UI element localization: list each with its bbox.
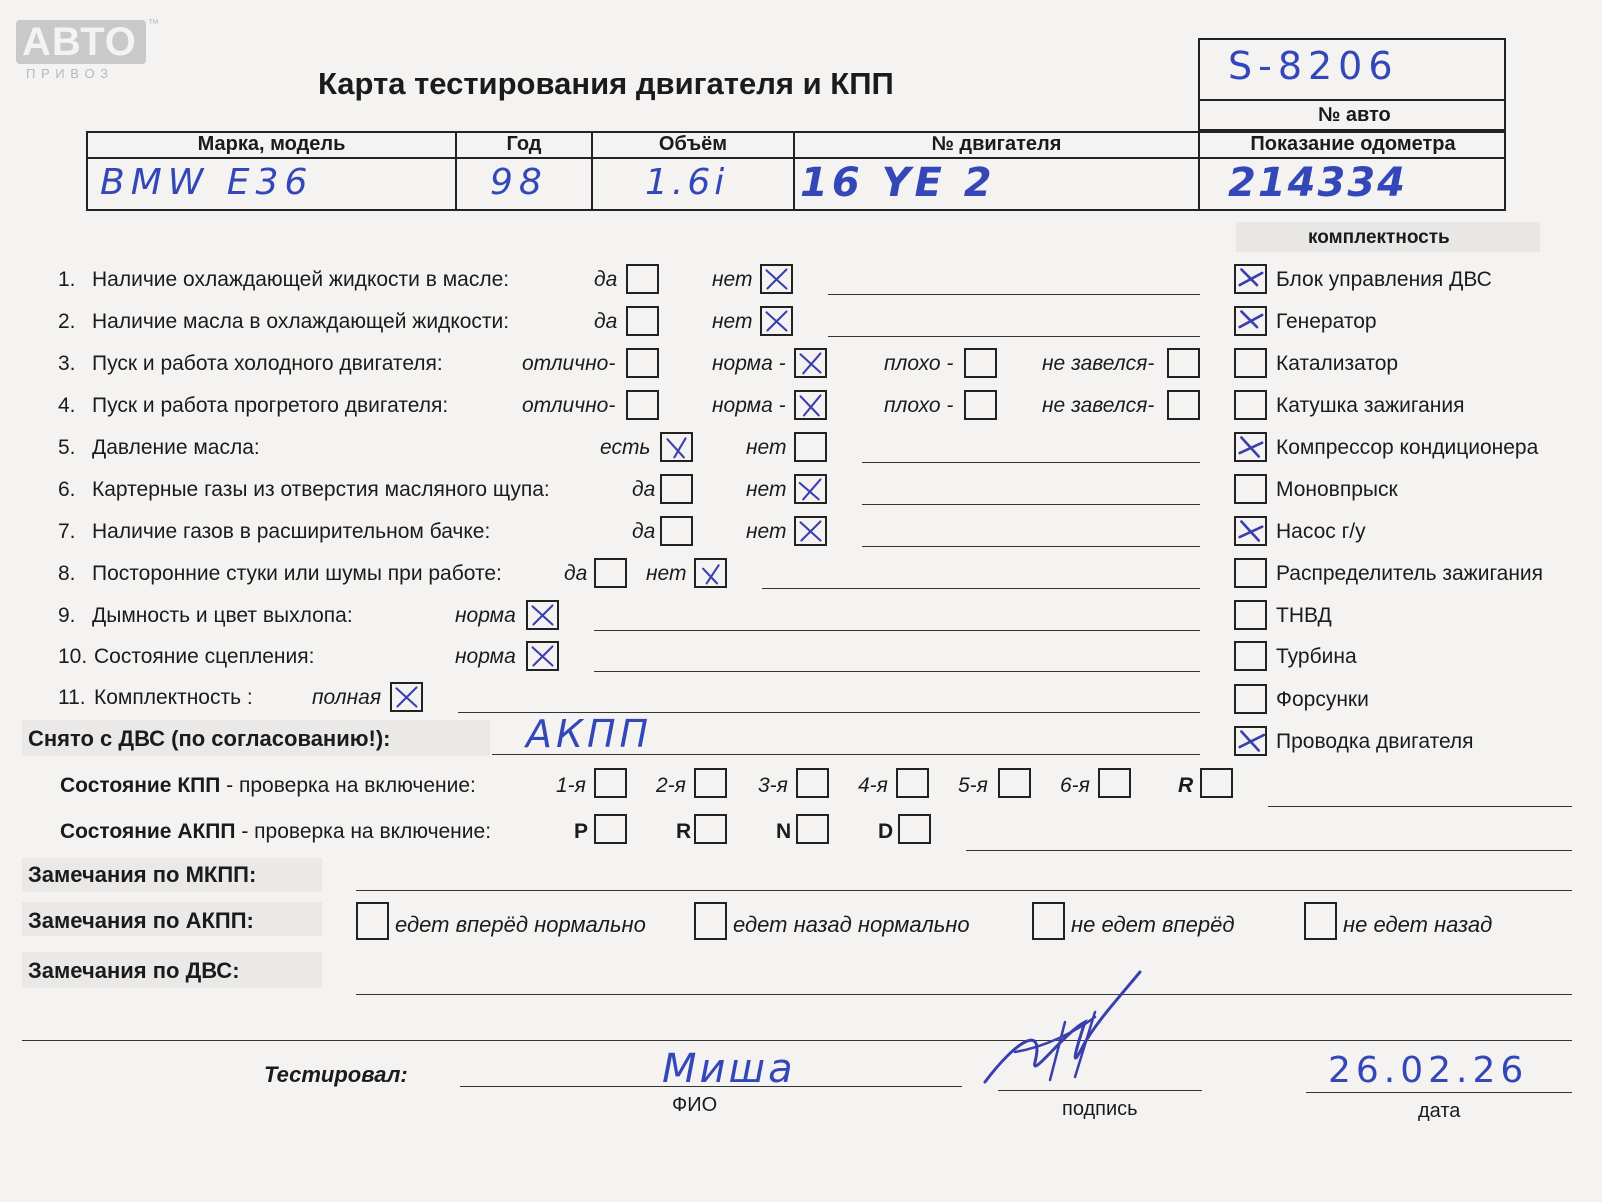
option-label: нет (712, 268, 753, 291)
component-checkbox[interactable] (1234, 600, 1267, 630)
question-number: 3. (58, 352, 76, 375)
gear-label: 2-я (656, 774, 686, 797)
gear-label: 4-я (858, 774, 888, 797)
gear-label: 1-я (556, 774, 586, 797)
component-checkbox[interactable] (1234, 390, 1267, 420)
remarks-mkpp-line (356, 890, 1572, 891)
notes-line (762, 588, 1200, 589)
question-number: 4. (58, 394, 76, 417)
question-text: Комплектность : (94, 686, 253, 709)
notes-line (862, 546, 1200, 547)
checkbox-q3-bad[interactable] (964, 348, 997, 378)
component-label: Проводка двигателя (1276, 730, 1474, 753)
remarks-akpp-label: Замечания по АКПП: (28, 908, 254, 933)
option-label: полная (312, 686, 382, 709)
checkbox-q9-normal[interactable] (526, 600, 559, 630)
auto-number-value: S-8206 (1228, 44, 1399, 88)
gear-checkbox[interactable] (1098, 768, 1131, 798)
option-label: нет (746, 436, 787, 459)
gear-checkbox[interactable] (796, 814, 829, 844)
component-checkbox[interactable] (1234, 516, 1267, 546)
option-label: да (632, 478, 656, 501)
gear-checkbox[interactable] (896, 768, 929, 798)
component-checkbox[interactable] (1234, 684, 1267, 714)
auto-number-label: № авто (1318, 104, 1391, 126)
component-label: Форсунки (1276, 688, 1369, 711)
question-number: 7. (58, 520, 76, 543)
option-label: норма - (712, 352, 786, 375)
notes-line (828, 336, 1200, 337)
checkbox-q4-bad[interactable] (964, 390, 997, 420)
checkbox-q3-normal[interactable] (794, 348, 827, 378)
checkbox-q4-normal[interactable] (794, 390, 827, 420)
component-label: Турбина (1276, 645, 1357, 668)
notes-line (828, 294, 1200, 295)
name-caption: ФИО (672, 1094, 718, 1116)
option-label: да (594, 268, 618, 291)
component-checkbox[interactable] (1234, 306, 1267, 336)
gear-label: 6-я (1060, 774, 1090, 797)
component-label: Катализатор (1276, 352, 1399, 375)
gear-label: 5-я (958, 774, 988, 797)
akpp-remark-checkbox[interactable] (1304, 902, 1337, 940)
question-text: Пуск и работа холодного двигателя: (92, 352, 443, 375)
column-header-volume: Объём (658, 133, 728, 155)
odometer-value: 214334 (1228, 160, 1407, 206)
checkbox-q6-da[interactable] (660, 474, 693, 504)
option-label: нет (746, 520, 787, 543)
removed-label: Снято с ДВС (по согласованию!): (28, 726, 391, 751)
akpp-label-bold: Состояние АКПП (60, 820, 236, 843)
question-number: 1. (58, 268, 76, 291)
component-label: ТНВД (1276, 604, 1332, 627)
kpp-label (60, 774, 476, 798)
akpp-remark-checkbox[interactable] (356, 902, 389, 940)
component-checkbox[interactable] (1234, 641, 1267, 671)
test-date: 26.02.26 (1328, 1050, 1529, 1091)
avtoprivoz-logo (12, 18, 162, 86)
component-checkbox[interactable] (1234, 726, 1267, 756)
remarks-dvs-line (356, 994, 1572, 995)
option-label: отлично- (522, 352, 616, 375)
akpp-remark-option: едет назад нормально (733, 912, 970, 937)
checkbox-q5-yes[interactable] (660, 432, 693, 462)
checkbox-q2-da[interactable] (626, 306, 659, 336)
removed-value: АКПП (526, 712, 653, 756)
tester-name: Миша (662, 1046, 796, 1092)
component-checkbox[interactable] (1234, 558, 1267, 588)
kpp-label-rest: - проверка на включение: (220, 774, 476, 797)
checkbox-q3-no-start[interactable] (1167, 348, 1200, 378)
question-number: 10. (58, 645, 88, 668)
component-label: Моновпрыск (1276, 478, 1398, 501)
option-label: да (564, 562, 588, 585)
option-label: не завелся- (1042, 394, 1155, 417)
question-number: 6. (58, 478, 76, 501)
gear-label: R (1178, 774, 1194, 797)
gear-label: R (676, 820, 692, 843)
gear-checkbox[interactable] (694, 814, 727, 844)
checkbox-q10-normal[interactable] (526, 641, 559, 671)
akpp-label (60, 820, 491, 844)
option-label: плохо - (884, 394, 954, 417)
component-checkbox[interactable] (1234, 264, 1267, 294)
tested-by-label: Тестировал: (264, 1062, 408, 1087)
checkbox-q5-no[interactable] (794, 432, 827, 462)
akpp-remark-checkbox[interactable] (1032, 902, 1065, 940)
checkbox-q7-da[interactable] (660, 516, 693, 546)
akpp-remark-option: не едет вперёд (1071, 912, 1235, 937)
question-text: Дымность и цвет выхлопа: (92, 604, 353, 627)
component-label: Насос г/у (1276, 520, 1366, 543)
column-header-engine-number: № двигателя (931, 133, 1062, 155)
question-number: 2. (58, 310, 76, 333)
year-value: 98 (490, 162, 548, 203)
kpp-label-bold: Состояние КПП (60, 774, 221, 797)
checkbox-q3-excellent[interactable] (626, 348, 659, 378)
component-label: Распределитель зажигания (1276, 562, 1544, 585)
option-label: нет (712, 310, 753, 333)
option-label: да (594, 310, 618, 333)
checkbox-q1-net[interactable] (760, 264, 793, 294)
gear-label: D (878, 820, 894, 843)
column-header-make-model: Марка, модель (197, 133, 346, 155)
removed-line (492, 754, 1200, 755)
question-text: Состояние сцепления: (94, 645, 315, 668)
date-caption: дата (1418, 1100, 1461, 1122)
akpp-line (966, 850, 1572, 851)
option-label: нет (746, 478, 787, 501)
option-label: не завелся- (1042, 352, 1155, 375)
checkbox-q11-full[interactable] (390, 682, 423, 712)
gear-checkbox[interactable] (898, 814, 931, 844)
notes-line (594, 671, 1200, 672)
date-line (1306, 1092, 1572, 1093)
component-label: Компрессор кондиционера (1276, 436, 1539, 459)
checkbox-q8-net[interactable] (694, 558, 727, 588)
signature-caption: подпись (1062, 1098, 1138, 1120)
signature (975, 962, 1175, 1092)
notes-line (594, 630, 1200, 631)
gear-checkbox[interactable] (1200, 768, 1233, 798)
volume-value: 1.6i (645, 162, 729, 203)
component-label: Блок управления ДВС (1276, 268, 1492, 291)
logo-subtitle: П Р И В О З (26, 66, 110, 81)
question-number: 11. (58, 686, 86, 709)
gear-label: 3-я (758, 774, 788, 797)
akpp-remark-option: не едет назад (1343, 912, 1493, 937)
question-text: Картерные газы из отверстия масляного щупа: (92, 478, 550, 501)
gear-checkbox[interactable] (594, 768, 627, 798)
gear-checkbox[interactable] (796, 768, 829, 798)
gear-checkbox[interactable] (998, 768, 1031, 798)
checkbox-q1-da[interactable] (626, 264, 659, 294)
gear-checkbox[interactable] (594, 814, 627, 844)
gear-label: P (574, 820, 589, 843)
question-text: Посторонние стуки или шумы при работе: (92, 562, 502, 585)
akpp-remark-option: едет вперёд нормально (395, 912, 646, 937)
option-label: да (632, 520, 656, 543)
completeness-title: комплектность (1308, 227, 1450, 248)
kpp-line (1268, 806, 1572, 807)
akpp-remark-checkbox[interactable] (694, 902, 727, 940)
component-label: Генератор (1276, 310, 1377, 333)
akpp-label-rest: - проверка на включение: (235, 820, 492, 843)
question-number: 9. (58, 604, 76, 627)
option-label: норма (455, 604, 516, 627)
logo-text: АВТО (22, 20, 137, 64)
option-label: отлично- (522, 394, 616, 417)
component-checkbox[interactable] (1234, 348, 1267, 378)
notes-line (862, 462, 1200, 463)
engine-number-value: 16 YE 2 (800, 160, 996, 206)
checkbox-q2-net[interactable] (760, 306, 793, 336)
question-number: 5. (58, 436, 76, 459)
option-label: нет (646, 562, 687, 585)
logo-tm: ™ (148, 18, 159, 30)
option-label: плохо - (884, 352, 954, 375)
option-label: норма - (712, 394, 786, 417)
page-title: Карта тестирования двигателя и КПП (318, 66, 894, 101)
remarks-dvs-line-2 (22, 1040, 1572, 1041)
checkbox-q8-da[interactable] (594, 558, 627, 588)
checkbox-q7-net[interactable] (794, 516, 827, 546)
notes-line (862, 504, 1200, 505)
question-text: Давление масла: (92, 436, 260, 459)
question-text: Наличие масла в охлаждающей жидкости: (92, 310, 510, 333)
gear-checkbox[interactable] (694, 768, 727, 798)
gear-label: N (776, 820, 792, 843)
question-text: Наличие охлаждающей жидкости в масле: (92, 268, 510, 291)
question-text: Пуск и работа прогретого двигателя: (92, 394, 449, 417)
checkbox-q6-net[interactable] (794, 474, 827, 504)
question-number: 8. (58, 562, 76, 585)
option-label: есть (600, 436, 651, 459)
option-label: норма (455, 645, 516, 668)
component-checkbox[interactable] (1234, 432, 1267, 462)
column-header-odometer: Показание одометра (1250, 133, 1456, 155)
make-model-value: BMW E36 (100, 162, 314, 203)
question-text: Наличие газов в расширительном бачке: (92, 520, 491, 543)
checkbox-q4-excellent[interactable] (626, 390, 659, 420)
remarks-mkpp-label: Замечания по МКПП: (28, 862, 257, 887)
component-label: Катушка зажигания (1276, 394, 1465, 417)
remarks-dvs-label: Замечания по ДВС: (28, 958, 240, 983)
column-header-year: Год (506, 133, 542, 155)
component-checkbox[interactable] (1234, 474, 1267, 504)
checkbox-q4-no-start[interactable] (1167, 390, 1200, 420)
